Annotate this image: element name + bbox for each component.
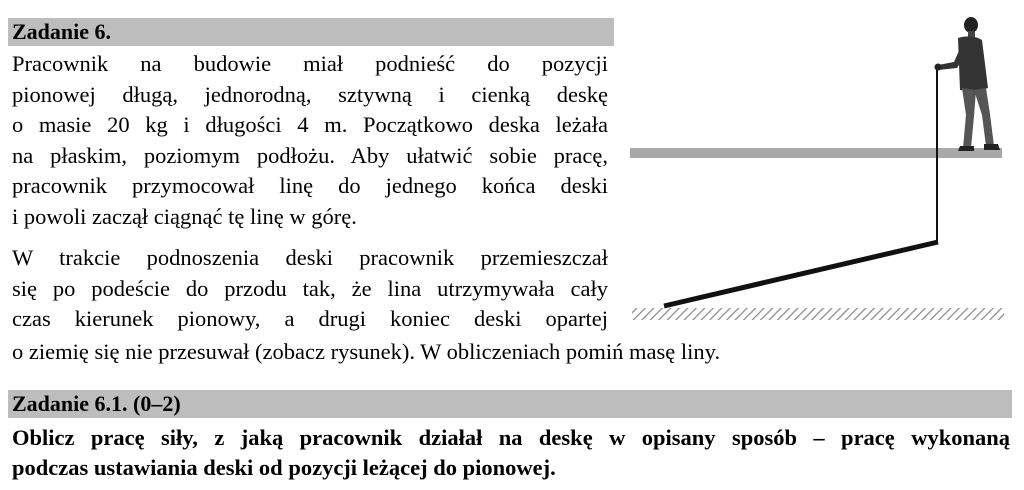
ground: [632, 308, 1004, 320]
text-line: pracownik przymocował linę do jednego końca deski: [12, 173, 608, 198]
worker-figure: [935, 17, 1001, 151]
board: [664, 242, 938, 306]
task-6-1-line-2: podczas ustawiania deski od pozycji leżącej do pionowej.: [12, 455, 556, 480]
task-6-paragraph-2: [12, 243, 608, 335]
text-line: pionowej długą, jednorodną, sztywną i cienką deskę: [12, 81, 608, 107]
task-6-paragraph-1: [12, 49, 608, 232]
task-6-title: Zadanie 6.: [12, 19, 112, 44]
board-lifting-figure: [620, 10, 1020, 330]
task-6-header: [8, 18, 614, 46]
task-6-1-title: Zadanie 6.1. (0–2): [12, 391, 181, 416]
text-line: na płaskim, poziomym podłożu. Aby ułatwić sobie pracę,: [12, 142, 608, 168]
task-6-1-line-1: Oblicz pracę siły, z jaką pracownik działał na deskę w opisany sposób – pracę wykonaną: [12, 425, 1010, 450]
text-line: W trakcie podnoszenia deski pracownik przemieszczał: [12, 245, 608, 270]
text-line: i powoli zaczął ciągnąć tę linę w górę.: [12, 203, 357, 229]
task-6-1-header: [8, 390, 1012, 418]
text-line: się po podeście do przodu tak, że lina utrzymywała cały: [12, 275, 608, 301]
text-line: o masie 20 kg i długości 4 m. Początkowo deska leżała: [12, 112, 608, 137]
task-6-paragraph-2-last-line: o ziemię się nie przesuwał (zobacz rysunek). W obliczeniach pomiń masę liny.: [12, 339, 721, 364]
text-line: Pracownik na budowie miał podnieść do pozycji: [12, 51, 608, 76]
platform: [630, 148, 1002, 158]
text-line: czas kierunek pionowy, a drugi koniec deski opartej: [12, 306, 608, 331]
